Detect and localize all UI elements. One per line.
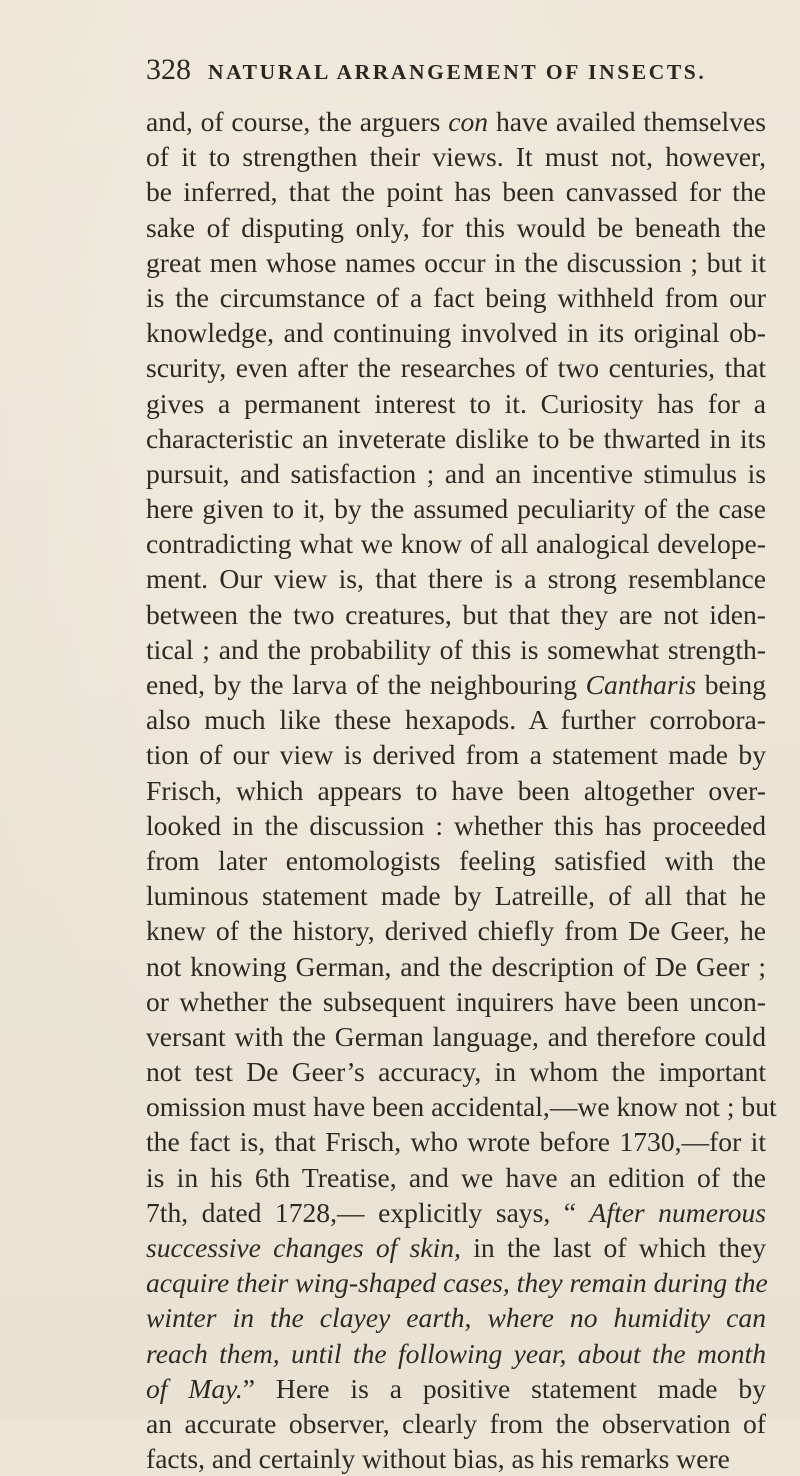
body-text	[146, 104, 777, 1476]
italic-text: con	[448, 106, 489, 137]
text-segment: here given to it, by the assumed peculiarity of the case	[146, 493, 766, 525]
text-line	[146, 597, 766, 632]
text-segment: tion of our view is derived from a statement made by	[146, 739, 766, 771]
text-segment: scurity, even after the researches of two centuries, that	[146, 352, 766, 384]
text-segment: Frisch, which appears to have been altogether over-	[146, 774, 766, 806]
text-segment: knowledge, and continuing involved in its original ob-	[146, 317, 766, 349]
text-segment: contradicting what we know of all analogical develope-	[146, 528, 766, 560]
page-header	[146, 50, 766, 90]
text-line	[146, 808, 766, 843]
text-segment: ened, by the larva of the neighbouring	[146, 669, 586, 700]
text-segment: tical ; and the probability of this is somewhat strength-	[146, 633, 766, 665]
text-segment: ” Here is a positive statement made by	[242, 1372, 766, 1404]
text-line	[146, 1124, 766, 1159]
text-line	[146, 210, 766, 245]
text-line	[146, 667, 766, 702]
text-line	[146, 702, 766, 737]
running-head: NATURAL ARRANGEMENT OF INSECTS.	[208, 60, 707, 84]
text-segment: is in his 6th Treatise, and we have an edition of the	[146, 1161, 766, 1193]
text-line	[146, 1336, 766, 1371]
text-segment: is the circumstance of a fact being withheld from our	[146, 281, 766, 313]
text-segment: characteristic an inveterate dislike to be thwarted in its	[146, 422, 766, 454]
text-line	[146, 456, 766, 491]
italic-text: successive changes of skin,	[146, 1232, 461, 1263]
text-segment: of it to strengthen their views. It must not, however,	[146, 141, 766, 173]
text-line	[146, 315, 766, 350]
text-line	[146, 1019, 766, 1054]
text-line	[146, 491, 766, 526]
text-segment: 7th, dated 1728,— explicitly says, “	[146, 1196, 590, 1228]
text-segment: have availed themselves	[488, 106, 766, 137]
text-segment: facts, and certainly without bias, as his remarks were	[146, 1443, 730, 1475]
text-segment: being	[696, 669, 766, 700]
italic-text: of May.	[146, 1372, 243, 1404]
text-segment: between the two creatures, but that they are not iden-	[146, 598, 766, 630]
text-line	[146, 1371, 766, 1406]
text-line	[146, 350, 766, 385]
italic-text: acquire their wing-shaped cases, they remain during the	[146, 1267, 768, 1299]
text-line	[146, 878, 766, 913]
italic-text: winter in the clayey earth, where no humidity can	[146, 1302, 766, 1334]
text-line	[146, 1300, 766, 1335]
text-segment: and, of course, the arguers	[146, 106, 449, 137]
text-line	[146, 561, 766, 596]
text-segment: not test De Geer’s accuracy, in whom the important	[146, 1056, 766, 1088]
text-line	[146, 139, 766, 174]
text-segment: an accurate observer, clearly from the observation of	[146, 1407, 766, 1439]
text-line	[146, 632, 766, 667]
text-segment: from later entomologists feeling satisfied with the	[146, 844, 766, 876]
text-segment: pursuit, and satisfaction ; and an incentive stimulus is	[146, 457, 766, 489]
text-line	[146, 245, 766, 280]
text-line	[146, 1160, 766, 1195]
text-segment: luminous statement made by Latreille, of all that he	[146, 880, 766, 912]
text-line	[146, 1089, 777, 1124]
italic-text: Cantharis	[585, 669, 697, 700]
text-line	[146, 949, 766, 984]
text-line	[146, 421, 766, 456]
text-line	[146, 1406, 766, 1441]
text-line	[146, 843, 766, 878]
text-line	[146, 526, 766, 561]
text-segment: looked in the discussion : whether this has proceeded	[146, 809, 766, 841]
text-line	[146, 913, 766, 948]
text-segment: be inferred, that the point has been canvassed for the	[146, 176, 766, 208]
text-line	[146, 174, 766, 209]
italic-text: reach them, until the following year, about the month	[146, 1337, 766, 1369]
text-segment: not knowing German, and the description of De Geer ;	[146, 950, 766, 982]
text-segment: or whether the subsequent inquirers have been uncon-	[146, 985, 766, 1017]
text-line	[146, 104, 766, 139]
text-segment: versant with the German language, and therefore could	[146, 1020, 766, 1052]
text-line	[146, 1230, 766, 1265]
text-line	[146, 1054, 766, 1089]
text-segment: in the last of which they	[460, 1232, 767, 1263]
page-number: 328	[146, 53, 191, 86]
text-segment: knew of the history, derived chiefly from De Geer, he	[146, 915, 766, 947]
text-line	[146, 1195, 766, 1230]
text-segment: gives a permanent interest to it. Curiosity has for a	[146, 387, 766, 419]
text-segment: omission must have been accidental,—we know not ; but	[146, 1091, 777, 1123]
text-line	[146, 1441, 766, 1476]
text-line	[146, 737, 766, 772]
italic-text: After numerous	[589, 1196, 766, 1228]
text-line	[146, 773, 766, 808]
text-line	[146, 386, 766, 421]
text-line	[146, 280, 766, 315]
text-segment: the fact is, that Frisch, who wrote before 1730,—for it	[146, 1126, 766, 1158]
text-line	[146, 1265, 766, 1300]
text-segment: great men whose names occur in the discussion ; but it	[146, 246, 766, 278]
text-segment: sake of disputing only, for this would be beneath the	[146, 211, 766, 243]
text-segment: ment. Our view is, that there is a strong resemblance	[146, 563, 766, 595]
text-segment: also much like these hexapods. A further corrobora-	[146, 704, 766, 736]
text-line	[146, 984, 766, 1019]
